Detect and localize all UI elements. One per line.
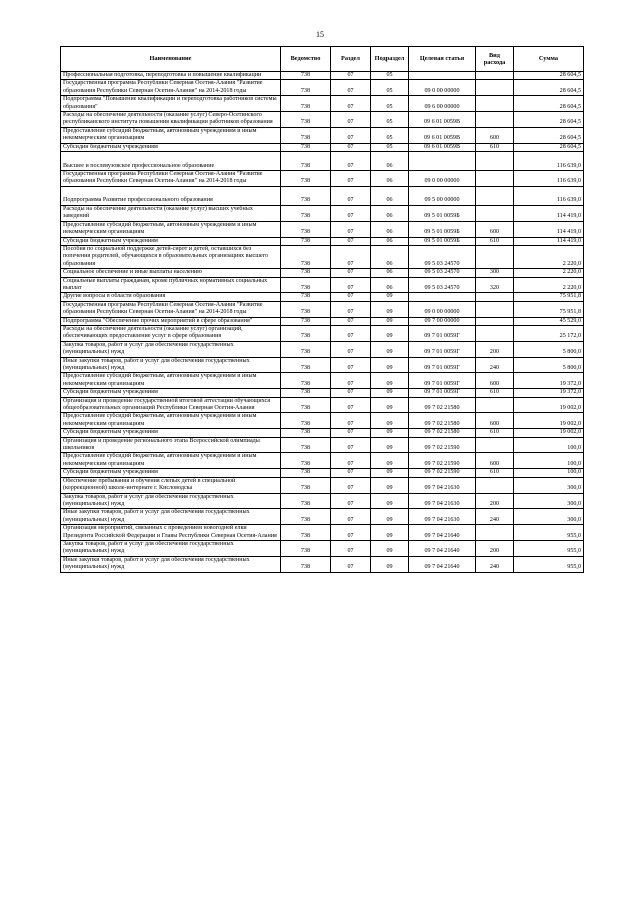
table-row [61,317,584,325]
cell-name: Государственная программа Республики Северная Осетия-Алания "Развитие образования Республики Северная Осетия-Алания" на 2014-2018 годы [61,171,281,187]
table-row [61,429,584,437]
table-row [61,293,584,301]
cell-podrazdel: 05 [371,127,409,143]
cell-name: Предоставление субсидий бюджетным, автономным учреждениям и иным некоммерческим организациям [61,373,281,389]
cell-podrazdel: 09 [371,397,409,413]
cell-celevaya: 09 7 01 0059Г [409,373,476,389]
cell-name: Предоставление субсидий бюджетным, автономным учреждениям и иным некоммерческим организациям [61,221,281,237]
cell-vedomstvo: 738 [281,72,331,80]
cell-podrazdel: 09 [371,540,409,556]
cell-name: Расходы на обеспечение деятельности (оказание услуг) Северо-Осетинского республиканского института повышения квалификации работников образования [61,112,281,128]
table-row [61,237,584,245]
cell-vid: 300 [476,269,514,277]
table-row [61,477,584,493]
cell-vid: 610 [476,237,514,245]
cell-summa: 100,0 [514,437,584,453]
cell-summa: 955,0 [514,525,584,541]
cell-vedomstvo: 738 [281,277,331,293]
cell-vid [476,171,514,187]
table-body [61,72,584,573]
cell-vedomstvo: 738 [281,221,331,237]
cell-name: Субсидии бюджетным учреждениям [61,237,281,245]
cell-razdel: 07 [331,493,371,509]
table-row [61,525,584,541]
cell-summa: 300,0 [514,509,584,525]
budget-table [60,46,584,573]
cell-summa: 955,0 [514,556,584,572]
cell-podrazdel: 06 [371,269,409,277]
table-row [61,127,584,143]
cell-vedomstvo: 738 [281,357,331,373]
cell-podrazdel: 06 [371,245,409,268]
cell-podrazdel: 06 [371,186,409,205]
cell-vid [476,301,514,317]
cell-celevaya [409,293,476,301]
cell-celevaya [409,72,476,80]
cell-summa: 5 800,0 [514,357,584,373]
cell-razdel: 07 [331,469,371,477]
cell-name: Социальное обеспечение и иные выплаты населению [61,269,281,277]
cell-podrazdel: 09 [371,293,409,301]
cell-celevaya: 09 7 02 21590 [409,469,476,477]
cell-razdel: 07 [331,317,371,325]
table-row [61,143,584,151]
cell-summa: 45 529,0 [514,317,584,325]
cell-vedomstvo: 738 [281,171,331,187]
cell-vedomstvo: 738 [281,237,331,245]
cell-podrazdel: 06 [371,221,409,237]
table-row [61,413,584,429]
cell-celevaya: 09 0 00 00000 [409,80,476,96]
cell-summa: 28 604,5 [514,72,584,80]
cell-razdel: 07 [331,556,371,572]
cell-vid [476,317,514,325]
cell-podrazdel: 09 [371,357,409,373]
table-row [61,112,584,128]
cell-celevaya: 09 7 04 21630 [409,477,476,493]
cell-celevaya: 09 7 04 21640 [409,525,476,541]
cell-podrazdel: 05 [371,80,409,96]
cell-razdel: 07 [331,245,371,268]
cell-vedomstvo: 738 [281,453,331,469]
table-row [61,357,584,373]
cell-razdel: 07 [331,540,371,556]
cell-summa: 116 639,0 [514,186,584,205]
table-row [61,72,584,80]
cell-vid [476,477,514,493]
cell-razdel: 07 [331,171,371,187]
cell-razdel: 07 [331,293,371,301]
cell-podrazdel: 06 [371,205,409,221]
cell-podrazdel: 09 [371,413,409,429]
cell-name: Государственная программа Республики Северная Осетия-Алания "Развитие образования Республики Северная Осетия-Алания" на 2014-2018 годы [61,80,281,96]
cell-vid [476,80,514,96]
cell-podrazdel: 09 [371,325,409,341]
cell-podrazdel: 09 [371,437,409,453]
cell-razdel: 07 [331,96,371,112]
cell-name: Иные закупки товаров, работ и услуг для обеспечения государственных (муниципальных) нужд [61,509,281,525]
cell-podrazdel: 09 [371,477,409,493]
cell-podrazdel: 09 [371,509,409,525]
header-vedomstvo: Ведомство [281,47,331,72]
cell-vedomstvo: 738 [281,556,331,572]
cell-vid: 610 [476,429,514,437]
cell-podrazdel: 09 [371,373,409,389]
cell-razdel: 07 [331,80,371,96]
cell-summa: 19 002,0 [514,429,584,437]
cell-summa: 19 372,0 [514,389,584,397]
cell-razdel: 07 [331,413,371,429]
table-row [61,493,584,509]
cell-vid [476,397,514,413]
table-row [61,96,584,112]
cell-name: Закупка товаров, работ и услуг для обеспечения государственных (муниципальных) нужд [61,493,281,509]
cell-celevaya: 09 5 03 24570 [409,245,476,268]
cell-celevaya: 09 7 02 21580 [409,413,476,429]
cell-razdel: 07 [331,237,371,245]
cell-vid [476,525,514,541]
cell-vid [476,437,514,453]
table-row [61,437,584,453]
cell-celevaya: 09 5 03 24570 [409,277,476,293]
cell-razdel: 07 [331,205,371,221]
cell-summa: 2 220,0 [514,245,584,268]
cell-razdel: 07 [331,269,371,277]
cell-razdel: 07 [331,143,371,151]
cell-summa: 2 220,0 [514,269,584,277]
cell-vedomstvo: 738 [281,477,331,493]
cell-podrazdel: 09 [371,301,409,317]
cell-vid: 600 [476,127,514,143]
table-row [61,469,584,477]
cell-vedomstvo: 738 [281,437,331,453]
cell-celevaya: 09 7 00 00000 [409,317,476,325]
cell-razdel: 07 [331,389,371,397]
cell-vid: 200 [476,341,514,357]
cell-podrazdel: 09 [371,389,409,397]
cell-summa: 300,0 [514,493,584,509]
cell-summa: 100,0 [514,453,584,469]
cell-name: Субсидии бюджетным учреждениям [61,389,281,397]
cell-vedomstvo: 738 [281,469,331,477]
cell-podrazdel: 09 [371,493,409,509]
cell-vid: 240 [476,509,514,525]
cell-vedomstvo: 738 [281,397,331,413]
cell-podrazdel: 05 [371,143,409,151]
cell-razdel: 07 [331,301,371,317]
cell-vedomstvo: 738 [281,127,331,143]
cell-name: Субсидии бюджетным учреждениям [61,469,281,477]
table-row [61,540,584,556]
cell-celevaya: 09 5 00 00000 [409,186,476,205]
cell-summa: 28 604,5 [514,143,584,151]
table-row [61,269,584,277]
cell-vid [476,112,514,128]
cell-razdel: 07 [331,186,371,205]
cell-vedomstvo: 738 [281,301,331,317]
table-row [61,152,584,171]
cell-celevaya: 09 5 01 0059Б [409,237,476,245]
cell-razdel: 07 [331,477,371,493]
table-row [61,277,584,293]
table-row [61,171,584,187]
cell-name: Закупка товаров, работ и услуг для обеспечения государственных (муниципальных) нужд [61,540,281,556]
cell-summa: 955,0 [514,540,584,556]
table-row [61,245,584,268]
cell-celevaya: 09 7 04 21630 [409,509,476,525]
header-razdel: Раздел [331,47,371,72]
cell-celevaya: 09 7 04 21640 [409,556,476,572]
cell-vid [476,245,514,268]
cell-razdel: 07 [331,152,371,171]
cell-razdel: 07 [331,397,371,413]
cell-vedomstvo: 738 [281,493,331,509]
cell-name: Предоставление субсидий бюджетным, автономным учреждениям и иным некоммерческим организациям [61,413,281,429]
table-row [61,341,584,357]
cell-vedomstvo: 738 [281,186,331,205]
cell-name: Субсидии бюджетным учреждениям [61,143,281,151]
cell-celevaya: 09 7 04 21640 [409,540,476,556]
cell-vedomstvo: 738 [281,293,331,301]
table-row [61,301,584,317]
cell-summa: 114 419,0 [514,237,584,245]
cell-summa: 114 419,0 [514,205,584,221]
cell-podrazdel: 05 [371,112,409,128]
cell-podrazdel: 09 [371,453,409,469]
cell-summa: 28 604,5 [514,112,584,128]
cell-vedomstvo: 738 [281,525,331,541]
cell-vedomstvo: 738 [281,325,331,341]
cell-summa: 5 800,0 [514,341,584,357]
cell-razdel: 07 [331,437,371,453]
cell-vedomstvo: 738 [281,143,331,151]
cell-name: Подпрограмма "Обеспечение прочих мероприятий в сфере образования" [61,317,281,325]
cell-celevaya: 09 6 01 0059В [409,143,476,151]
cell-razdel: 07 [331,453,371,469]
cell-vedomstvo: 738 [281,245,331,268]
cell-vid [476,72,514,80]
cell-vid: 610 [476,143,514,151]
cell-summa: 28 604,5 [514,96,584,112]
cell-vedomstvo: 738 [281,389,331,397]
cell-name: Предоставление субсидий бюджетным, автономным учреждениям и иным некоммерческим организациям [61,453,281,469]
cell-vid: 600 [476,221,514,237]
cell-summa: 114 419,0 [514,221,584,237]
cell-razdel: 07 [331,112,371,128]
cell-vid [476,152,514,171]
cell-summa: 19 372,0 [514,373,584,389]
cell-name: Расходы на обеспечение деятельности (оказание услуг) организаций, обеспечивающих предоставление услуг в сфере образования [61,325,281,341]
cell-vid [476,325,514,341]
cell-name: Другие вопросы в области образования [61,293,281,301]
cell-celevaya: 09 7 01 0059Г [409,341,476,357]
cell-podrazdel: 06 [371,152,409,171]
cell-summa: 116 639,0 [514,152,584,171]
cell-vedomstvo: 738 [281,269,331,277]
cell-summa: 19 002,0 [514,397,584,413]
cell-podrazdel: 05 [371,96,409,112]
cell-name: Субсидии бюджетным учреждениям [61,429,281,437]
cell-summa: 28 604,5 [514,80,584,96]
table-row [61,205,584,221]
cell-name: Профессиональная подготовка, переподготовка и повышение квалификации [61,72,281,80]
cell-celevaya: 09 5 01 0059Б [409,205,476,221]
cell-celevaya: 09 5 03 24570 [409,269,476,277]
cell-vedomstvo: 738 [281,317,331,325]
cell-celevaya: 09 0 00 00000 [409,301,476,317]
cell-vid: 200 [476,493,514,509]
cell-podrazdel: 06 [371,171,409,187]
cell-vedomstvo: 738 [281,429,331,437]
header-vid: Вид расхода [476,47,514,72]
cell-podrazdel: 06 [371,277,409,293]
cell-celevaya: 09 7 04 21630 [409,493,476,509]
cell-podrazdel: 09 [371,525,409,541]
cell-name: Высшее и послевузовское профессиональное образование [61,152,281,171]
cell-summa: 19 002,0 [514,413,584,429]
cell-vid: 600 [476,413,514,429]
cell-name: Обеспечение пребывания и обучения слепых детей в специальной (коррекционной) школе-интернате г. Кисловодска [61,477,281,493]
cell-name: Организация мероприятий, связанных с проведением новогодней елки Президента Российской Федерации и Главы Республики Северная Осетия-Алания [61,525,281,541]
cell-podrazdel: 05 [371,72,409,80]
cell-podrazdel: 09 [371,556,409,572]
table-row [61,509,584,525]
cell-name: Подпрограмма Развитие профессионального образования [61,186,281,205]
cell-celevaya: 09 0 00 00000 [409,171,476,187]
cell-vedomstvo: 738 [281,509,331,525]
cell-vid [476,293,514,301]
cell-podrazdel: 09 [371,317,409,325]
cell-celevaya: 09 7 02 21580 [409,397,476,413]
cell-name: Предоставление субсидий бюджетным, автономным учреждениям и иным некоммерческим организациям [61,127,281,143]
cell-name: Организация и проведение регионального этапа Всероссийской олимпиады школьников [61,437,281,453]
cell-celevaya: 09 5 01 0059Б [409,221,476,237]
cell-razdel: 07 [331,72,371,80]
cell-razdel: 07 [331,509,371,525]
cell-vedomstvo: 738 [281,341,331,357]
table-row [61,80,584,96]
cell-celevaya: 09 6 01 0059В [409,112,476,128]
cell-razdel: 07 [331,221,371,237]
cell-razdel: 07 [331,127,371,143]
cell-podrazdel: 09 [371,469,409,477]
page-number: 15 [316,30,324,39]
cell-vedomstvo: 738 [281,112,331,128]
cell-razdel: 07 [331,373,371,389]
cell-celevaya: 09 6 00 00000 [409,96,476,112]
cell-razdel: 07 [331,357,371,373]
table-header-row [61,47,584,72]
cell-vedomstvo: 738 [281,152,331,171]
cell-vedomstvo: 738 [281,413,331,429]
cell-celevaya [409,152,476,171]
cell-razdel: 07 [331,429,371,437]
cell-name: Подпрограмма "Повышение квалификации и переподготовка работников системы образования" [61,96,281,112]
cell-vid: 610 [476,469,514,477]
cell-name: Закупка товаров, работ и услуг для обеспечения государственных (муниципальных) нужд [61,341,281,357]
cell-vedomstvo: 738 [281,96,331,112]
header-name: Наименование [61,47,281,72]
cell-podrazdel: 09 [371,429,409,437]
cell-vid: 240 [476,357,514,373]
table-row [61,453,584,469]
cell-name: Иные закупки товаров, работ и услуг для обеспечения государственных (муниципальных) нужд [61,357,281,373]
cell-celevaya: 09 7 02 21580 [409,429,476,437]
cell-celevaya: 09 7 01 0059Г [409,325,476,341]
cell-name: Пособия по социальной поддержке детей-сирот и детей, оставшихся без попечения родителей, обучающихся в образовательных организациях высшего образования [61,245,281,268]
table-row [61,389,584,397]
cell-summa: 25 172,0 [514,325,584,341]
cell-summa: 116 639,0 [514,171,584,187]
cell-vid: 240 [476,556,514,572]
cell-name: Иные закупки товаров, работ и услуг для обеспечения государственных (муниципальных) нужд [61,556,281,572]
cell-razdel: 07 [331,341,371,357]
cell-vedomstvo: 738 [281,540,331,556]
cell-razdel: 07 [331,525,371,541]
table-row [61,221,584,237]
cell-vid: 200 [476,540,514,556]
cell-summa: 2 220,0 [514,277,584,293]
header-podrazdel: Подраздел [371,47,409,72]
table-row [61,397,584,413]
table-row [61,373,584,389]
table-row [61,325,584,341]
cell-vid: 320 [476,277,514,293]
cell-summa: 75 951,8 [514,293,584,301]
table-row [61,186,584,205]
cell-name: Социальные выплаты гражданам, кроме публичных нормативных социальных выплат [61,277,281,293]
cell-vid: 600 [476,453,514,469]
cell-name: Государственная программа Республики Северная Осетия-Алания "Развитие образования Республики Северная Осетия-Алания" на 2014-2018 годы [61,301,281,317]
cell-summa: 28 604,5 [514,127,584,143]
cell-razdel: 07 [331,277,371,293]
cell-vedomstvo: 738 [281,373,331,389]
cell-podrazdel: 06 [371,237,409,245]
cell-vid [476,205,514,221]
cell-vid: 610 [476,389,514,397]
table-row [61,556,584,572]
cell-name: Организация и проведение государственной итоговой аттестации обучающихся общеобразовательных организаций Республики Северная Осетия-Алания [61,397,281,413]
cell-vid: 600 [476,373,514,389]
cell-summa: 300,0 [514,477,584,493]
header-summa: Сумма [514,47,584,72]
cell-vedomstvo: 738 [281,205,331,221]
cell-name: Расходы на обеспечение деятельности (оказание услуг) высших учебных заведений [61,205,281,221]
cell-summa: 75 951,8 [514,301,584,317]
cell-vedomstvo: 738 [281,80,331,96]
cell-vid [476,186,514,205]
cell-celevaya: 09 7 01 0059Г [409,389,476,397]
cell-celevaya: 09 7 02 21590 [409,437,476,453]
cell-vid [476,96,514,112]
header-celevaya: Целевая статья [409,47,476,72]
cell-celevaya: 09 6 01 0059В [409,127,476,143]
cell-celevaya: 09 7 01 0059Г [409,357,476,373]
cell-summa: 100,0 [514,469,584,477]
cell-podrazdel: 09 [371,341,409,357]
cell-celevaya: 09 7 02 21590 [409,453,476,469]
cell-razdel: 07 [331,325,371,341]
